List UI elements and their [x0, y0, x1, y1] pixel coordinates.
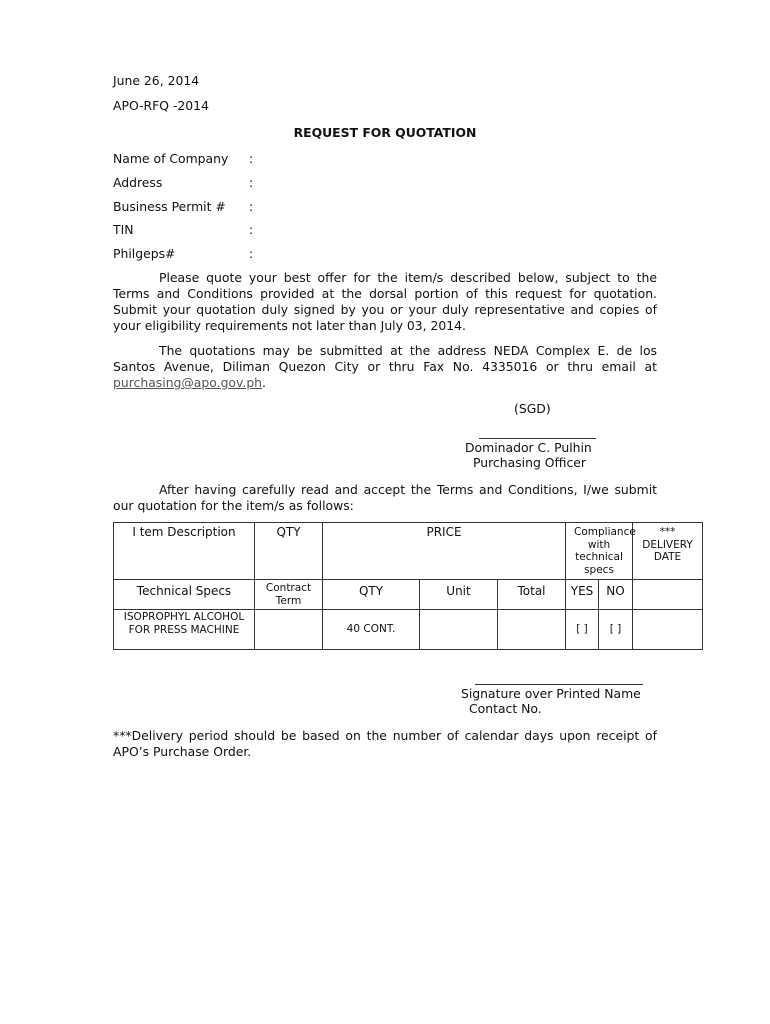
- table-row: [114, 610, 703, 650]
- paragraph-intro: [113, 482, 657, 514]
- cell-unit: [420, 610, 498, 650]
- signed-mark: (SGD): [514, 401, 551, 416]
- field-colon: :: [249, 199, 254, 214]
- header-contract-term: Contract Term: [255, 580, 323, 610]
- officer-name: Dominador C. Pulhin: [465, 440, 592, 455]
- field-label-company: Name of Company: [113, 151, 229, 166]
- paragraph-submission-text: The quotations may be submitted at the address NEDA Complex E. de los Santos Avenue, Diliman Quezon City or thru Fax No. 4335016 or thru email at: [113, 343, 657, 374]
- cell-qty: 40 CONT.: [323, 610, 420, 650]
- signature-line-officer: [479, 438, 596, 439]
- table-subheader-row: [114, 580, 703, 610]
- field-colon: :: [249, 246, 254, 261]
- paragraph-intro-text: After having carefully read and accept the Terms and Conditions, I/we submit our quotation for the item/s as follows:: [113, 482, 657, 513]
- checkbox-no[interactable]: [ ]: [599, 610, 633, 650]
- field-label-tin: TIN: [113, 222, 134, 237]
- contact-label: Contact No.: [469, 701, 542, 716]
- document-title: REQUEST FOR QUOTATION: [293, 125, 477, 140]
- paragraph-submission: [113, 343, 657, 391]
- paragraph-instructions-text: Please quote your best offer for the item/s described below, subject to the Terms and Conditions provided at the dorsal portion of this request for quotation. Submit your quotation duly signed by you or your duly representative and copies of your eligibility requirements not later than July 03, 2014.: [113, 270, 657, 333]
- signature-label: Signature over Printed Name: [461, 686, 641, 701]
- cell-contract-term: [255, 610, 323, 650]
- header-empty: [633, 580, 703, 610]
- checkbox-yes[interactable]: [ ]: [566, 610, 599, 650]
- header-yes: YES: [566, 580, 599, 610]
- delivery-date-label: DELIVERY DATE: [642, 538, 693, 563]
- reference-number: APO-RFQ -2014: [113, 98, 209, 113]
- field-colon: :: [249, 175, 254, 190]
- field-label-permit: Business Permit #: [113, 199, 226, 214]
- paragraph-end: .: [262, 375, 266, 390]
- field-colon: :: [249, 222, 254, 237]
- header-total: Total: [498, 580, 566, 610]
- header-technical-specs: Technical Specs: [114, 580, 255, 610]
- cell-delivery-date: [633, 610, 703, 650]
- header-compliance: Compliance with technical specs: [566, 523, 633, 580]
- footnote: ***Delivery period should be based on the number of calendar days upon receipt of APO’s Purchase Order.: [113, 728, 657, 759]
- email-link[interactable]: purchasing@apo.gov.ph: [113, 375, 263, 390]
- header-qty-2: QTY: [323, 580, 420, 610]
- header-item-description: I tem Description: [114, 523, 255, 580]
- header-qty: QTY: [255, 523, 323, 580]
- date: June 26, 2014: [113, 73, 200, 88]
- paragraph-instructions: [113, 270, 657, 334]
- header-unit: Unit: [420, 580, 498, 610]
- cell-total: [498, 610, 566, 650]
- header-price: PRICE: [323, 523, 566, 580]
- header-delivery: [633, 523, 703, 580]
- field-colon: :: [249, 151, 254, 166]
- table-header-row: [114, 523, 703, 580]
- quotation-table: [113, 522, 703, 650]
- officer-position: Purchasing Officer: [473, 455, 587, 470]
- field-label-philgeps: Philgeps#: [113, 246, 176, 261]
- delivery-asterisks: ***: [659, 526, 676, 538]
- signature-line-supplier: [475, 684, 643, 685]
- header-no: NO: [599, 580, 633, 610]
- field-label-address: Address: [113, 175, 163, 190]
- cell-item: ISOPROPHYL ALCOHOL FOR PRESS MACHINE: [114, 610, 255, 650]
